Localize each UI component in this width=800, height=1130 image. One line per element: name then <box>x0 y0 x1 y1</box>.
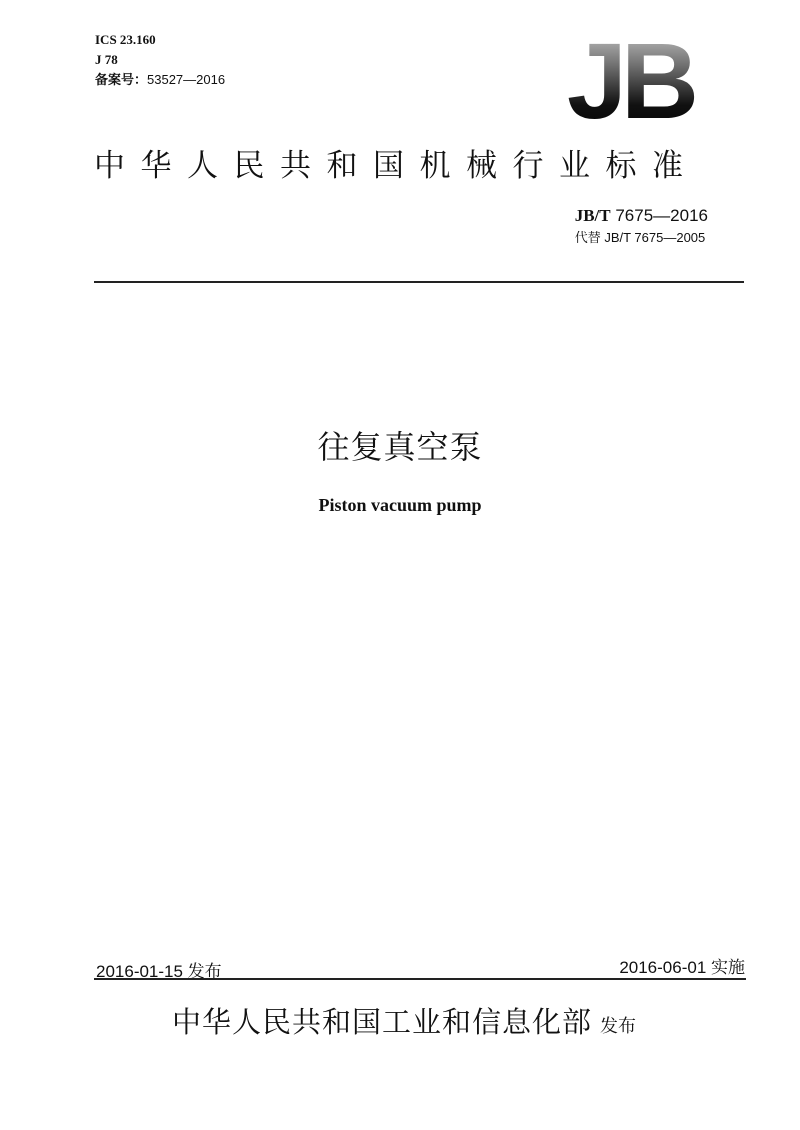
implementation-date: 2016-06-01 实施 <box>619 958 745 977</box>
metadata-block <box>95 30 225 90</box>
ics-code: ICS 23.160 <box>95 32 156 47</box>
bottom-divider <box>94 978 746 980</box>
org-title: 中华人民共和国机械行业标准 <box>94 148 699 183</box>
publish-date: 2016-01-15 发布 <box>96 962 222 981</box>
document-title-chinese: 往复真空泵 <box>317 429 483 465</box>
jb-logo <box>555 30 705 125</box>
record-value: 53527—2016 <box>147 72 226 87</box>
replaces-standard: 代替 JB/T 7675—2005 <box>574 230 706 245</box>
standard-number <box>575 205 708 227</box>
top-divider <box>94 281 744 283</box>
standard-prefix: JB/T <box>574 206 611 225</box>
issuer-line <box>172 1000 636 1041</box>
record-label: 备案号： <box>95 72 148 87</box>
standard-number-block <box>575 205 708 247</box>
issuer-action: 发布 <box>600 1016 637 1036</box>
standard-code: 7675—2016 <box>610 206 708 225</box>
issuer-organization: 中华人民共和国工业和信息化部 <box>172 1007 593 1039</box>
document-title-english: Piston vacuum pump <box>318 495 482 515</box>
ccs-code: J 78 <box>95 52 118 67</box>
record-number <box>95 70 225 90</box>
jb-logo-icon <box>555 30 705 125</box>
logo-text: JB <box>566 30 694 125</box>
